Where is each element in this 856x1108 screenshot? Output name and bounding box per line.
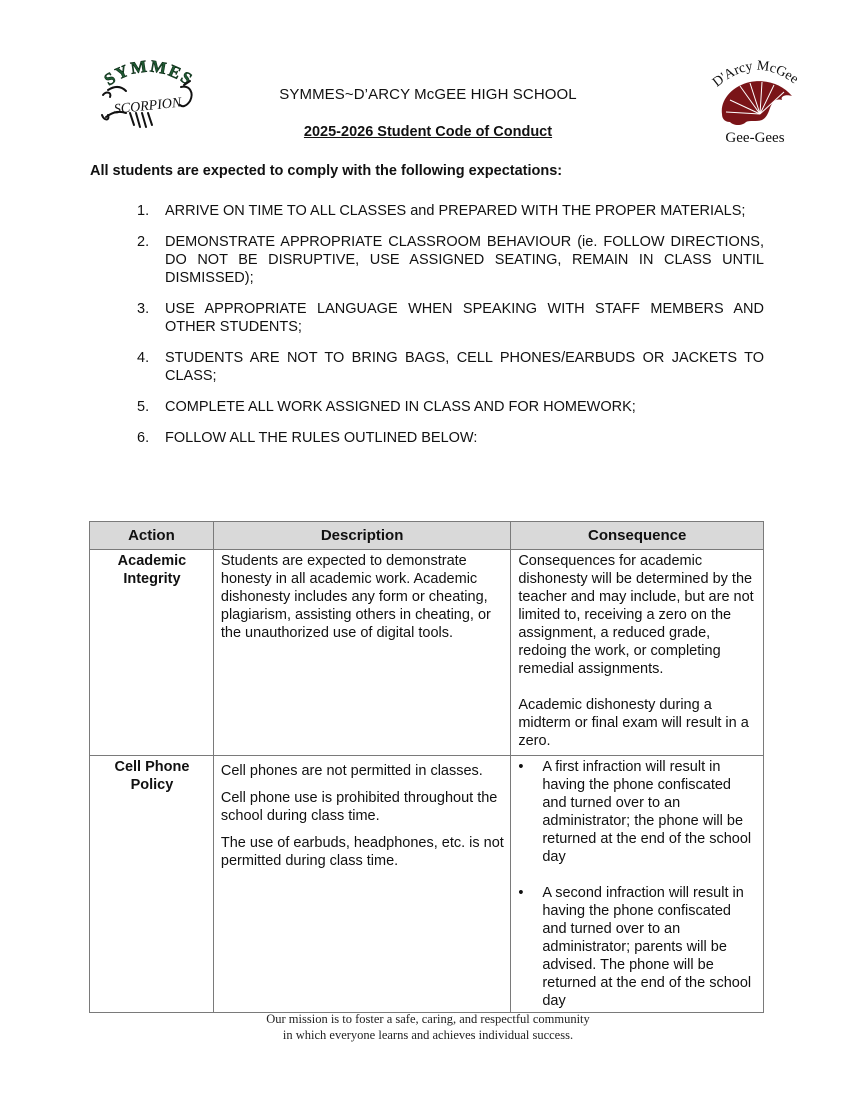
logo-right-arc-text: D'Arcy McGee (710, 58, 801, 91)
list-item (137, 349, 764, 385)
consequence-text: A second infraction will result in having the phone confiscated and turned over to an administrator; parents will be advised. The phone will be returned at the end of the school day (542, 885, 752, 1009)
list-item-text: COMPLETE ALL WORK ASSIGNED IN CLASS AND FOR HOMEWORK; (165, 399, 636, 415)
list-number: 4. (137, 350, 150, 366)
list-item (137, 233, 764, 287)
list-number: 3. (137, 301, 150, 317)
list-item-text: USE APPROPRIATE LANGUAGE WHEN SPEAKING WITH STAFF MEMBERS AND OTHER STUDENTS; (165, 301, 764, 335)
list-item-text: FOLLOW ALL THE RULES OUTLINED BELOW: (165, 430, 478, 446)
bullet-item (518, 884, 757, 1010)
code-of-conduct-table (89, 521, 764, 1013)
description-text: The use of earbuds, headphones, etc. is not permitted during class time. (220, 835, 504, 869)
action-label: Cell Phone Policy (114, 759, 190, 793)
logo-left-script-text: SCORPION (113, 95, 183, 118)
list-item-text: ARRIVE ON TIME TO ALL CLASSES and PREPARED WITH THE PROPER MATERIALS; (165, 203, 746, 219)
consequence-text: Consequences for academic dishonesty will be determined by the teacher and may include, but are not limited to, receiving a zero on the assignment, a reduced grade, redoing the work, or completing remedial assignments. (518, 553, 754, 677)
document-title: 2025-2026 Student Code of Conduct (303, 124, 553, 140)
table-row (90, 756, 764, 1013)
consequence-cell (511, 756, 764, 1013)
expectations-list (137, 202, 764, 460)
description-cell (213, 756, 510, 1013)
action-cell (90, 756, 214, 1013)
description-text: Students are expected to demonstrate honesty in all academic work. Academic dishonesty includes any form or cheating, plagiarism, assisting others in cheating, or the unauthorized use of digital tools. (220, 553, 491, 641)
consequence-text: Academic dishonesty during a midterm or final exam will result in a zero. (518, 697, 749, 749)
svg-text:SYMMES (101, 56, 197, 89)
list-item (137, 202, 764, 220)
list-number: 1. (137, 203, 150, 219)
list-item (137, 398, 764, 416)
bullet-icon: • (518, 759, 524, 775)
action-label: Academic Integrity (117, 553, 187, 587)
list-item-text: STUDENTS ARE NOT TO BRING BAGS, CELL PHONES/EARBUDS OR JACKETS TO CLASS; (165, 350, 764, 384)
expectations-intro: All students are expected to comply with the following expectations: (90, 163, 563, 179)
mission-line-1: Our mission is to foster a safe, caring, and respectful community (266, 1012, 590, 1026)
list-item (137, 429, 764, 447)
table-header-row (90, 522, 764, 550)
mission-footer (0, 1011, 856, 1043)
list-number: 6. (137, 430, 150, 446)
action-cell (90, 550, 214, 756)
consequence-cell (511, 550, 764, 756)
consequence-text: A first infraction will result in having the phone confiscated and turned over to an administrator; the phone will be returned at the end of the school day (542, 759, 752, 865)
list-item (137, 300, 764, 336)
logo-right-bottom-text: Gee-Gees (725, 130, 785, 146)
description-cell (213, 550, 510, 756)
school-name: SYMMES~D’ARCY McGEE HIGH SCHOOL (279, 86, 577, 103)
mission-line-2: in which everyone learns and achieves individual success. (282, 1028, 574, 1042)
column-header-action: Action (90, 522, 214, 550)
table-row (90, 550, 764, 756)
list-number: 5. (137, 399, 150, 415)
description-text: Cell phones are not permitted in classes. (220, 763, 483, 779)
column-header-consequence: Consequence (511, 522, 764, 550)
description-text: Cell phone use is prohibited throughout the school during class time. (220, 790, 498, 824)
list-number: 2. (137, 234, 150, 250)
bullet-item (518, 758, 757, 866)
bullet-icon: • (518, 885, 524, 901)
logo-left-arc-text: SYMMES (100, 56, 197, 90)
column-header-description: Description (213, 522, 510, 550)
list-item-text: DEMONSTRATE APPROPRIATE CLASSROOM BEHAVIOUR (ie. FOLLOW DIRECTIONS, DO NOT BE DISRUPTIVE, USE ASSIGNED SEATING, REMAIN IN CLASS UNTIL DISMISSED); (165, 234, 764, 286)
